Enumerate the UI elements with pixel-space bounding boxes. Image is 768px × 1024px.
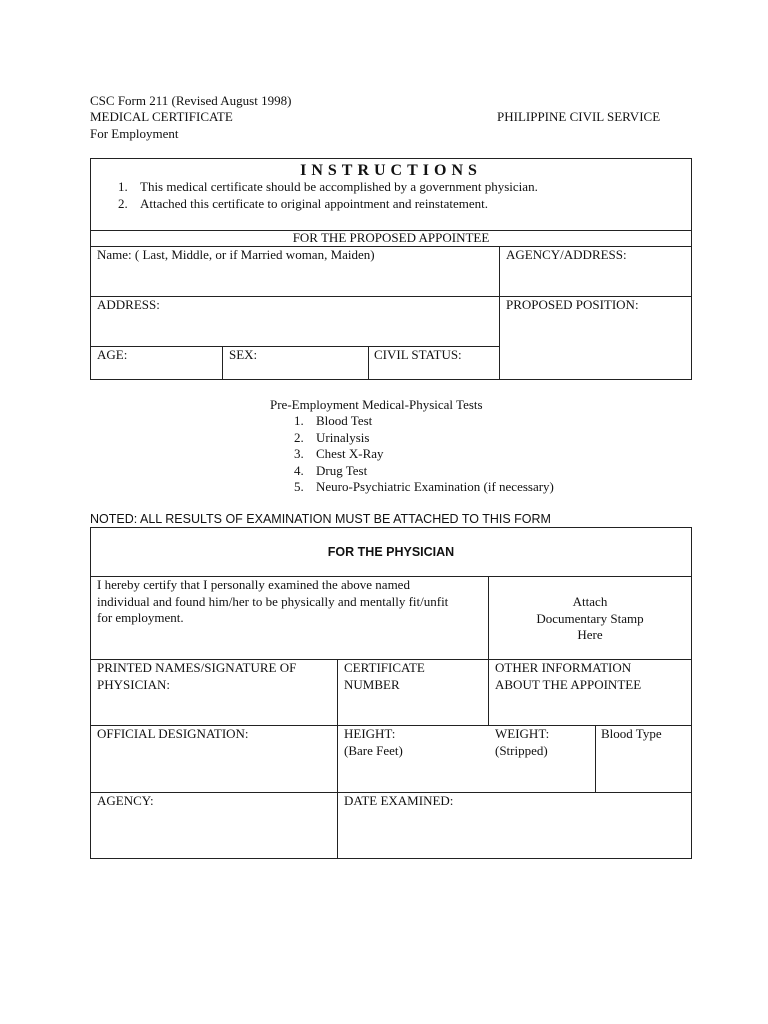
proposed-position-label: PROPOSED POSITION: [506, 297, 639, 312]
test-item: 2. Urinalysis [294, 429, 370, 445]
appointee-section-title: FOR THE PROPOSED APPOINTEE [292, 230, 490, 245]
certification-statement: I hereby certify that I personally examined the above named individual and found him/her to be physically and mentally fit/unfit for employment. [97, 577, 449, 625]
form-subtitle: For Employment [90, 126, 179, 141]
divider [499, 246, 500, 380]
results-note: NOTED: ALL RESULTS OF EXAMINATION MUST BE ATTACHED TO THIS FORM [90, 512, 551, 526]
physician-section-title: FOR THE PHYSICIAN [327, 545, 455, 559]
other-information-label: OTHER INFORMATION ABOUT THE APPOINTEE [495, 660, 642, 692]
instructions-title: INSTRUCTIONS [300, 162, 482, 179]
date-examined-label: DATE EXAMINED: [344, 793, 454, 808]
instruction-item: 1. This medical certificate should be accomplished by a government physician. [118, 179, 538, 194]
instructions-list [118, 179, 538, 212]
name-field-label: Name: ( Last, Middle, or if Married woman, Maiden) [97, 247, 375, 262]
certificate-number-label: CERTIFICATE NUMBER [344, 660, 425, 692]
test-item: 3. Chest X-Ray [294, 446, 384, 461]
physician-signature-label: PRINTED NAMES/SIGNATURE OF PHYSICIAN: [97, 660, 297, 692]
agency-address-label: AGENCY/ADDRESS: [506, 247, 627, 262]
tests-list [294, 413, 554, 496]
divider [368, 346, 369, 380]
weight-label: WEIGHT: (Stripped) [495, 726, 550, 758]
civil-status-label: CIVIL STATUS: [374, 347, 462, 362]
blood-type-label: Blood Type [601, 726, 662, 741]
divider [595, 725, 596, 792]
divider [337, 659, 338, 859]
test-item: 1. Blood Test [294, 413, 373, 428]
official-designation-label: OFFICIAL DESIGNATION: [97, 726, 249, 741]
form-title: MEDICAL CERTIFICATE [90, 109, 233, 124]
issuing-agency: PHILIPPINE CIVIL SERVICE [497, 109, 661, 124]
test-item: 4. Drug Test [294, 462, 368, 478]
address-label: ADDRESS: [97, 297, 160, 312]
physician-agency-label: AGENCY: [97, 793, 154, 808]
test-item: 5. Neuro-Psychiatric Examination (if necessary) [294, 479, 554, 494]
sex-label: SEX: [229, 347, 258, 362]
tests-title: Pre-Employment Medical-Physical Tests [270, 397, 483, 412]
documentary-stamp-area: Attach Documentary Stamp Here [536, 594, 644, 642]
height-label: HEIGHT: (Bare Feet) [344, 726, 403, 758]
age-label: AGE: [97, 347, 128, 362]
form-number: CSC Form 211 (Revised August 1998) [90, 93, 292, 108]
instruction-item: 2. Attached this certificate to original appointment and reinstatement. [118, 195, 488, 211]
divider [222, 346, 223, 380]
